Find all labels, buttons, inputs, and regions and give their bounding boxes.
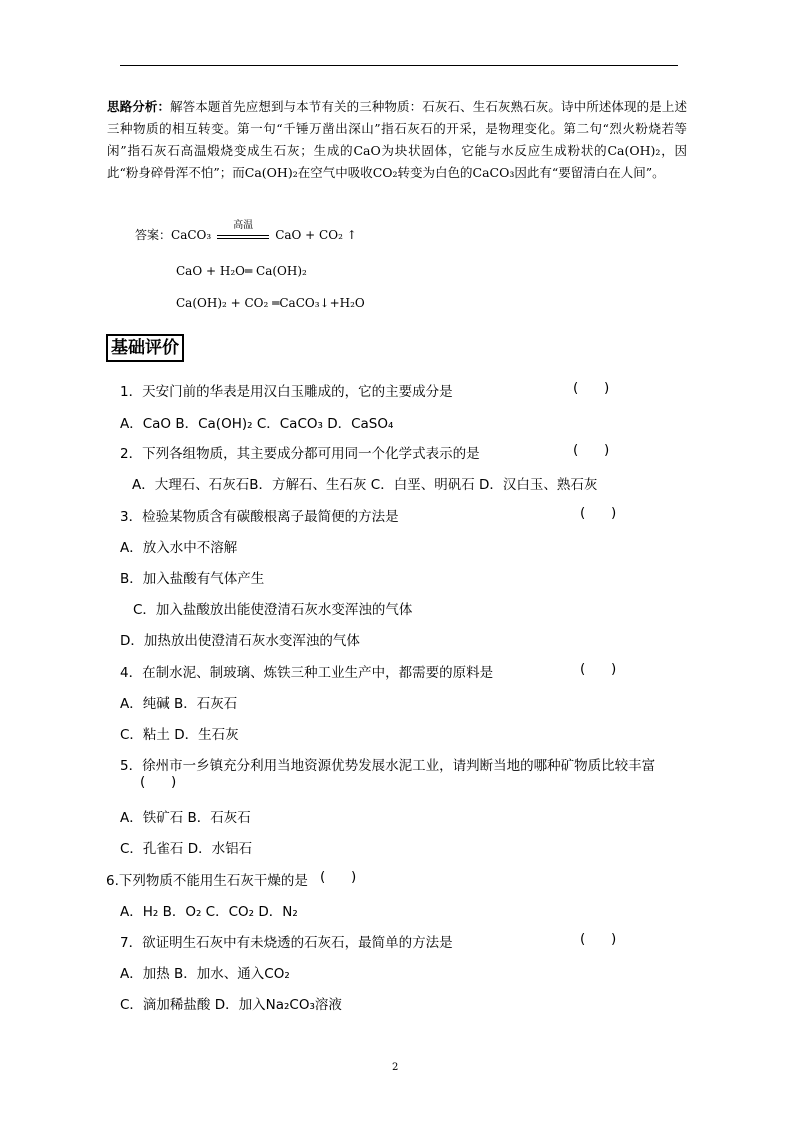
reaction-condition <box>217 220 269 239</box>
question-7-options-row-2: C．滴加稀盐酸 D．加入Na₂CO₃溶液 <box>120 997 342 1013</box>
question-1-answer-blank: ( ) <box>573 380 610 396</box>
question-6-stem: 6.下列物质不能用生石灰干燥的是 <box>106 873 308 889</box>
question-7-answer-blank: ( ) <box>580 931 617 947</box>
answer-equation-3: Ca(OH)₂ + CO₂ ═CaCO₃↓+H₂O <box>176 296 365 310</box>
question-3-option-c: C．加入盐酸放出能使澄清石灰水变浑浊的气体 <box>133 602 413 618</box>
question-5-options-row-1: A．铁矿石 B．石灰石 <box>120 810 251 826</box>
answer-equation-2: CaO + H₂O═ Ca(OH)₂ <box>176 264 307 278</box>
question-5-stem: 5．徐州市一乡镇充分利用当地资源优势发展水泥工业，请判断当地的哪种矿物质比较丰富 <box>120 758 656 774</box>
question-2-options: A．大理石、石灰石B．方解石、生石灰 C．白垩、明矾石 D．汉白玉、熟石灰 <box>132 477 598 493</box>
question-3-answer-blank: ( ) <box>580 505 617 521</box>
question-6-options: A．H₂ B．O₂ C．CO₂ D．N₂ <box>120 904 298 920</box>
analysis-text: 解答本题首先应想到与本节有关的三种物质：石灰石、生石灰熟石灰。诗中所述体现的是上述三种物质的相互转变。第一句“千锤万凿出深山”指石灰石的开采，是物理变化。第二句“烈火粉烧若等闲”指石灰石高温煅烧变成生石灰；生成的CaO为块状固体，它能与水反应生成粉状的Ca(OH)₂，因此“粉身碎骨浑不怕”；而Ca(OH)₂在空气中吸收CO₂转变为白色的CaCO₃因此有“要留清白在人间”。 <box>107 99 687 180</box>
eq1-left: CaCO₃ <box>171 228 212 242</box>
header-rule <box>120 65 678 66</box>
question-3-option-d: D．加热放出使澄清石灰水变浑浊的气体 <box>120 633 360 649</box>
analysis-lead: 思路分析： <box>107 99 171 114</box>
question-7-stem: 7．欲证明生石灰中有未烧透的石灰石，最简单的方法是 <box>120 935 453 951</box>
condition-text: 高温 <box>233 220 254 231</box>
question-4-stem: 4．在制水泥、制玻璃、炼铁三种工业生产中，都需要的原料是 <box>120 665 494 681</box>
question-2-answer-blank: ( ) <box>573 442 610 458</box>
question-3-option-a: A．放入水中不溶解 <box>120 540 238 556</box>
question-5-options-row-2: C．孔雀石 D．水铝石 <box>120 841 253 857</box>
section-title: 基础评价 <box>106 334 184 362</box>
question-3-option-b: B．加入盐酸有气体产生 <box>120 571 265 587</box>
question-7-options-row-1: A．加热 B．加水、通入CO₂ <box>120 966 290 982</box>
question-6-answer-blank: ( ) <box>320 869 357 885</box>
question-2-stem: 2．下列各组物质，其主要成分都可用同一个化学式表示的是 <box>120 446 480 462</box>
question-4-options-row-1: A．纯碱 B．石灰石 <box>120 696 238 712</box>
page-number: 2 <box>392 1062 399 1073</box>
answer-equation-1 <box>135 220 357 243</box>
question-3-stem: 3．检验某物质含有碳酸根离子最简便的方法是 <box>120 509 399 525</box>
question-1-options: A．CaO B．Ca(OH)₂ C．CaCO₃ D．CaSO₄ <box>120 416 394 432</box>
question-1-stem: 1．天安门前的华表是用汉白玉雕成的，它的主要成分是 <box>120 384 453 400</box>
analysis-paragraph <box>107 96 687 184</box>
answer-label: 答案： <box>135 228 172 242</box>
question-4-options-row-2: C．粘土 D．生石灰 <box>120 727 239 743</box>
question-5-answer-blank: ( ) <box>140 774 177 790</box>
eq1-right: CaO + CO₂ ↑ <box>275 228 357 242</box>
question-4-answer-blank: ( ) <box>580 661 617 677</box>
